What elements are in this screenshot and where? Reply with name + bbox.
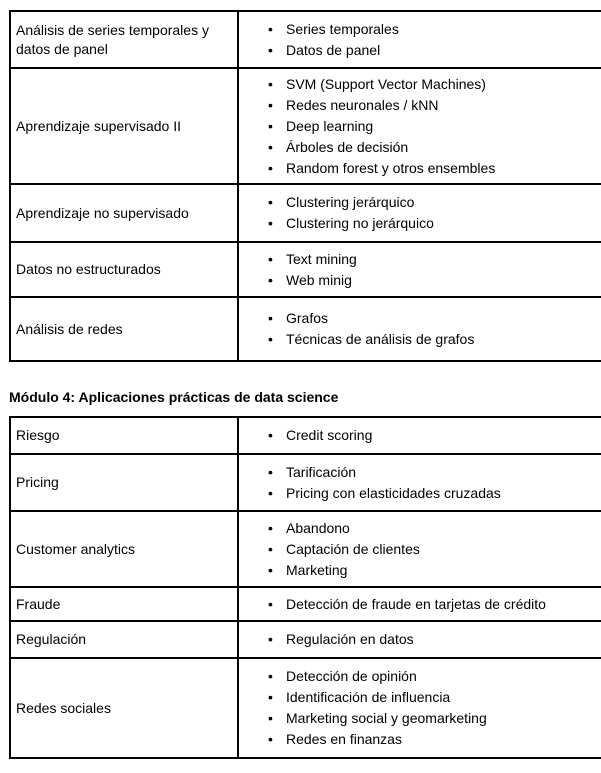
document-content [9, 10, 582, 759]
items-cell [238, 511, 601, 587]
items-cell [238, 417, 601, 454]
topic-cell [10, 11, 238, 68]
topic-label: Pricing [16, 474, 59, 490]
bullet-item: • Clustering jerárquico [243, 192, 601, 213]
bullet-list [243, 74, 601, 179]
module4-heading: Módulo 4: Aplicaciones prácticas de data science [9, 389, 339, 405]
bullet-item: • Identificación de influencia [243, 687, 601, 708]
items-cell [238, 658, 601, 758]
bullet-item: • Marketing social y geomarketing [243, 708, 601, 729]
bullet-list [243, 462, 601, 504]
bullet-list [243, 425, 601, 446]
topic-label: Customer analytics [16, 540, 136, 557]
bullet-item: • Series temporales [243, 19, 601, 40]
bullet-item: • SVM (Support Vector Machines) [243, 74, 601, 95]
items-cell [238, 68, 601, 184]
bullet-list [243, 19, 601, 61]
topic-cell [10, 242, 238, 297]
bullet-item: • Credit scoring [243, 425, 601, 446]
bullet-item: • Grafos [243, 308, 601, 329]
bullet-item: • Redes en finanzas [243, 729, 601, 750]
bullet-item: • Árboles de decisión [243, 137, 601, 158]
items-cell [238, 11, 601, 68]
items-cell [238, 621, 601, 658]
bullet-list [243, 249, 601, 291]
table-row [10, 587, 601, 621]
topic-label: Análisis de series temporales y datos de panel [16, 21, 209, 57]
topic-cell [10, 587, 238, 621]
table-row [10, 417, 601, 454]
topic-label: Regulación [16, 631, 87, 647]
topic-cell [10, 658, 238, 758]
bullet-item: • Marketing [243, 560, 601, 581]
topic-label: Riesgo [16, 427, 60, 443]
table-row [10, 511, 601, 587]
bullet-item: • Técnicas de análisis de grafos [243, 329, 601, 350]
items-cell [238, 454, 601, 511]
bullet-item: • Detección de fraude en tarjetas de crédito [243, 594, 601, 615]
topic-label: Análisis de redes [16, 320, 123, 337]
topic-cell [10, 621, 238, 658]
bullet-item: • Datos de panel [243, 40, 601, 61]
items-cell [238, 297, 601, 361]
items-cell [238, 184, 601, 242]
bullet-list [243, 629, 601, 650]
topic-label: Datos no estructurados [16, 261, 161, 277]
items-cell [238, 242, 601, 297]
bullet-item: • Captación de clientes [243, 539, 601, 560]
topic-cell [10, 297, 238, 361]
bullet-item: • Redes neuronales / kNN [243, 95, 601, 116]
table-row [10, 184, 601, 242]
bullet-list [243, 518, 601, 581]
table-row [10, 658, 601, 758]
table-row [10, 11, 601, 68]
bullet-item: • Clustering no jerárquico [243, 213, 601, 234]
bullet-item: • Detección de opinión [243, 666, 601, 687]
table-row [10, 297, 601, 361]
topic-label: Redes sociales [16, 699, 111, 716]
curriculum-table-module4 [9, 416, 601, 759]
topic-label: Fraude [16, 595, 61, 612]
table-row [10, 454, 601, 511]
bullet-list [243, 308, 601, 350]
topic-cell [10, 454, 238, 511]
bullet-item: • Random forest y otros ensembles [243, 158, 601, 179]
topic-label: Aprendizaje supervisado II [16, 117, 181, 134]
bullet-item: • Tarificación [243, 462, 601, 483]
bullet-item: • Regulación en datos [243, 629, 601, 650]
bullet-item: • Pricing con elasticidades cruzadas [243, 483, 601, 504]
topic-cell [10, 511, 238, 587]
bullet-list [243, 666, 601, 750]
bullet-item: • Text mining [243, 249, 601, 270]
table-row [10, 242, 601, 297]
bullet-item: • Deep learning [243, 116, 601, 137]
topic-cell [10, 68, 238, 184]
bullet-item: • Abandono [243, 518, 601, 539]
items-cell [238, 587, 601, 621]
bullet-list [243, 594, 601, 615]
table-row [10, 68, 601, 184]
curriculum-table-module3 [9, 10, 601, 362]
table-row [10, 621, 601, 658]
topic-label: Aprendizaje no supervisado [16, 204, 189, 221]
topic-cell [10, 417, 238, 454]
bullet-item: • Web minig [243, 270, 601, 291]
bullet-list [243, 192, 601, 234]
topic-cell [10, 184, 238, 242]
